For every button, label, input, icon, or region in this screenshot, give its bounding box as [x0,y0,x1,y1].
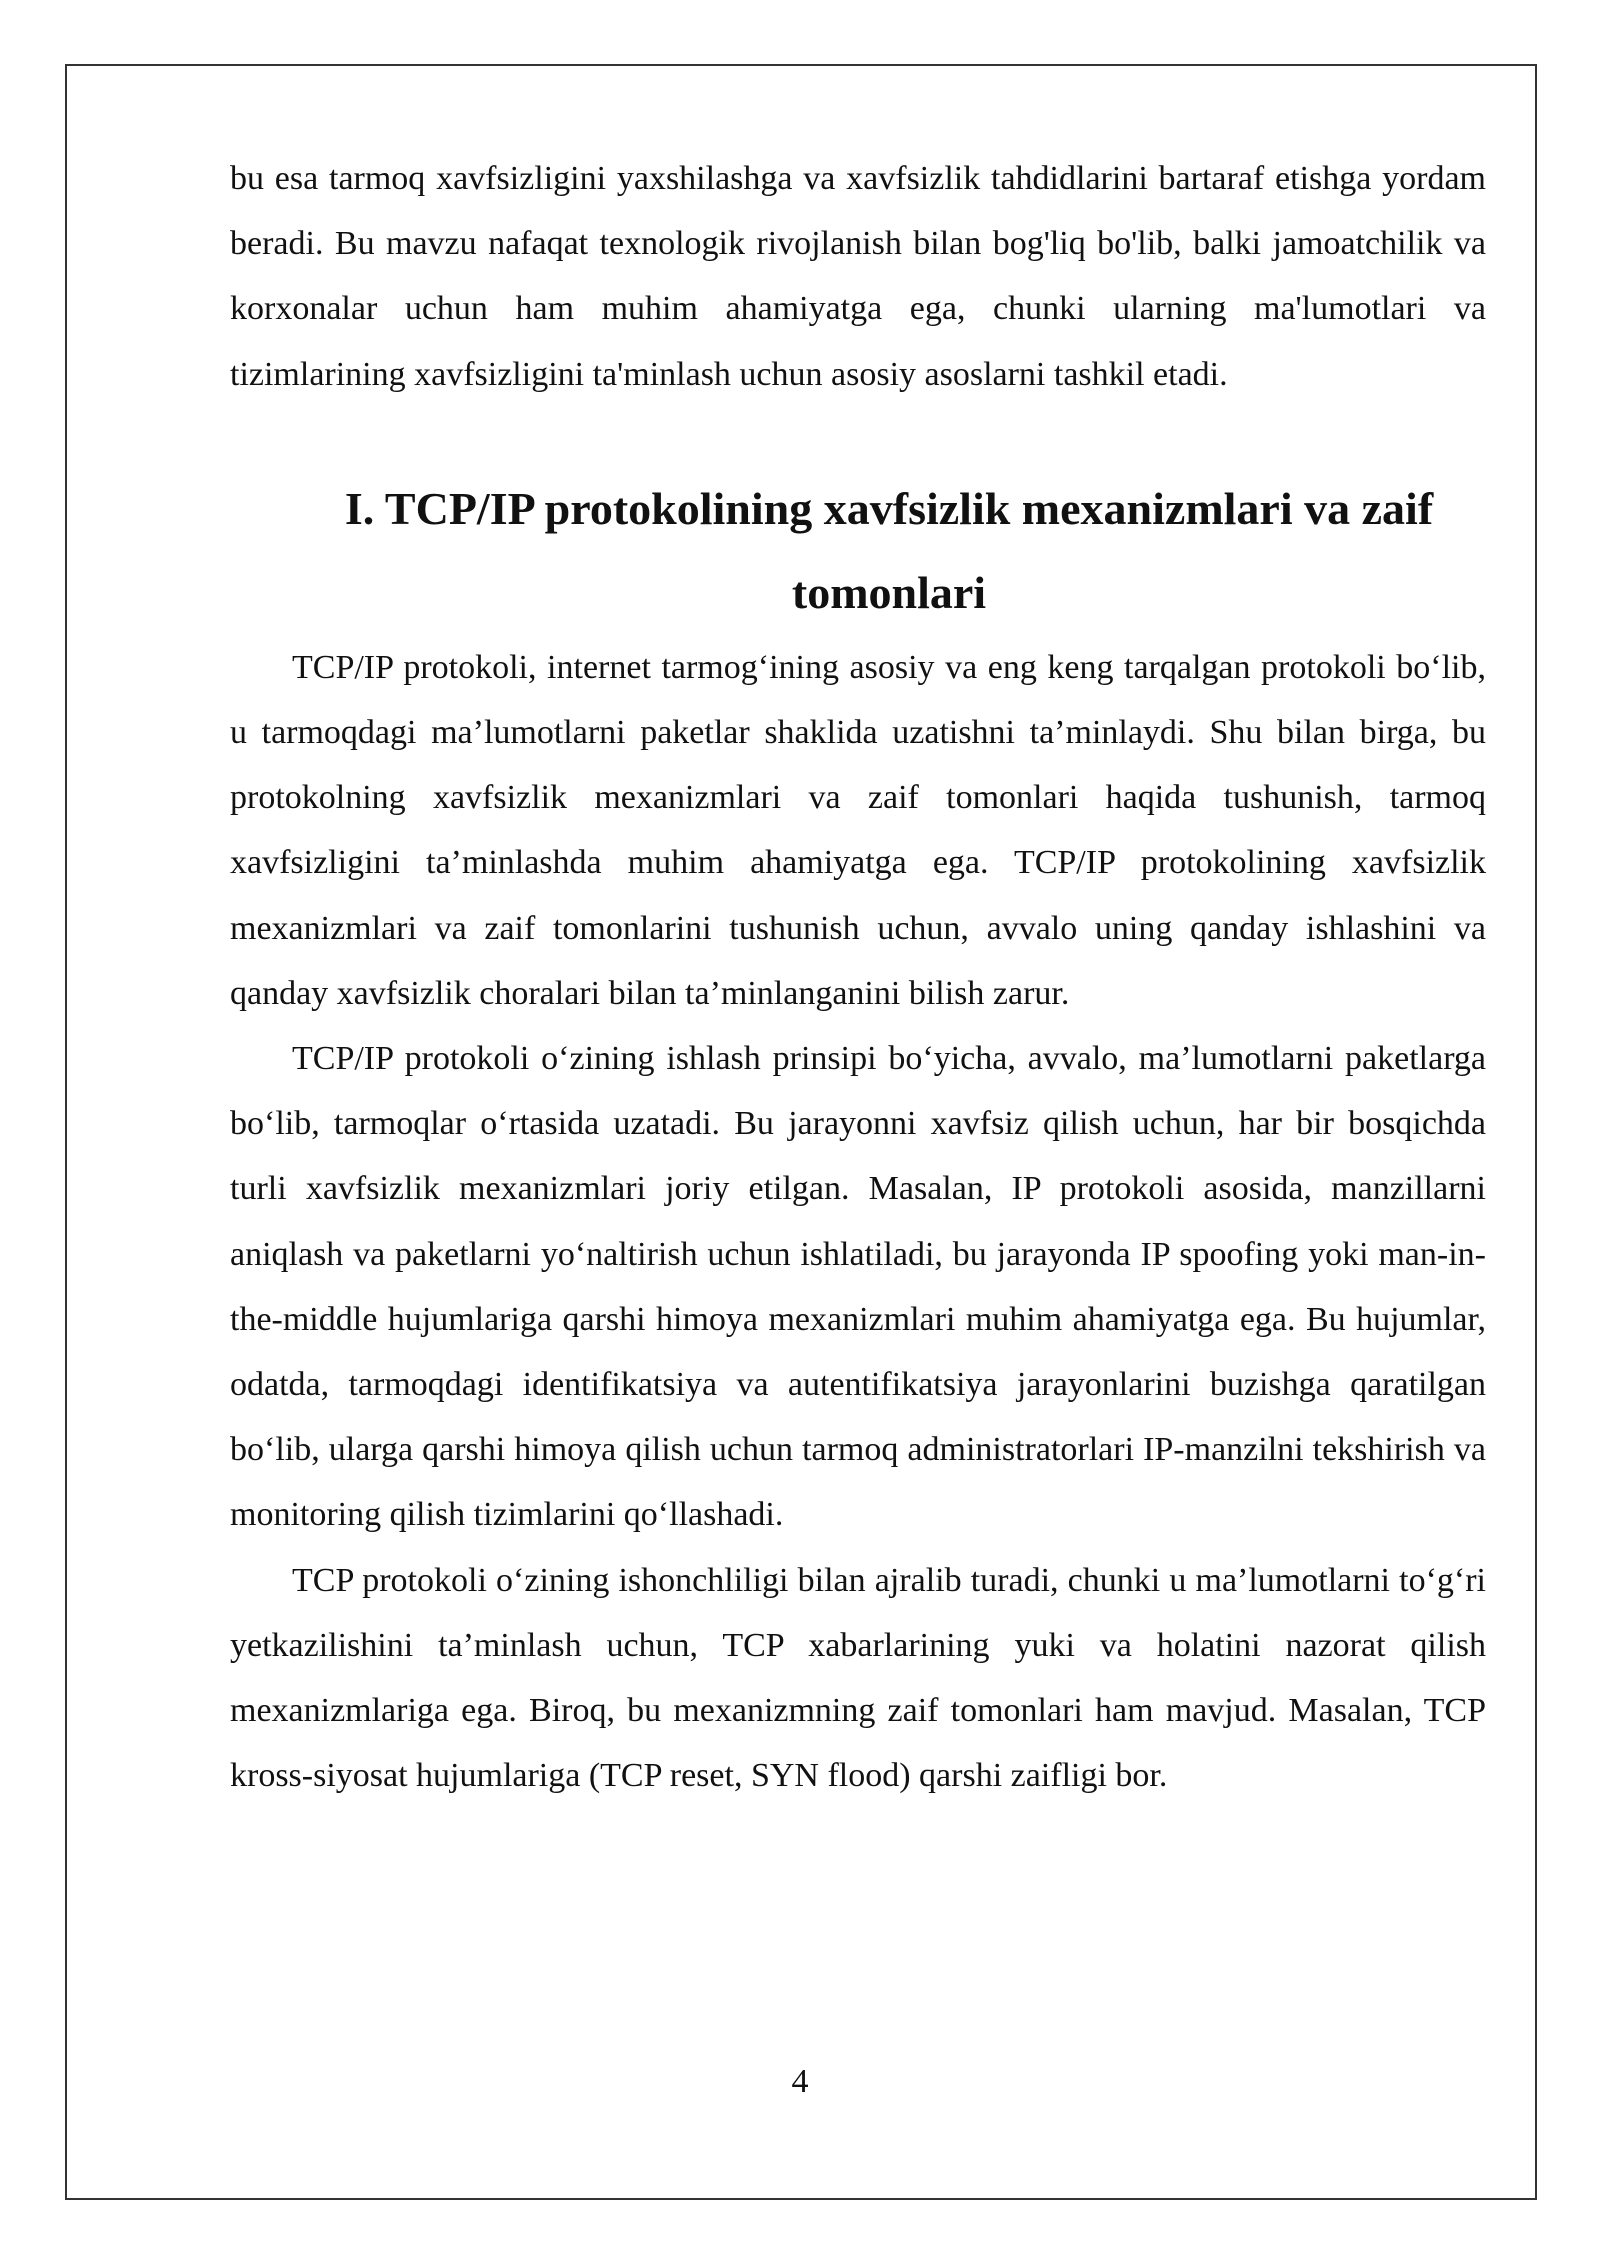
section-heading: I. TCP/IP protokolining xavfsizlik mexanizmlari va zaif tomonlari [344,482,1434,618]
intro-continued-paragraph: bu esa tarmoq xavfsizligini yaxshilashga va xavfsizlik tahdidlarini bartaraf etishga yordam beradi. Bu mavzu nafaqat texnologik rivojlanish bilan bog'liq bo'lib, balki jamoatchilik va korxonalar uchun ham muhim ahamiyatga ega, chunki ularning ma'lumotlari va tizimlarining xavfsizligini ta'minlash uchun asosiy asoslarni tashkil etadi. [230,160,1486,393]
body-paragraph-1: TCP/IP protokoli, internet tarmog‘ining asosiy va eng keng tarqalgan protokoli bo‘lib, u tarmoqdagi ma’lumotlarni paketlar shaklida uzatishni ta’minlaydi. Shu bilan birga, bu protokolning xavfsizlik mexanizmlari va zaif tomonlari haqida tushunish, tarmoq xavfsizligini ta’minlashda muhim ahamiyatga ega. TCP/IP protokolining xavfsizlik mexanizmlari va zaif tomonlarini tushunish uchun, avvalo uning qanday ishlashini va qanday xavfsizlik choralari bilan ta’minlanganini bilish zarur. [230,648,1486,1012]
page-number: 4 [791,2063,809,2100]
page-content [230,146,1486,1808]
body-paragraph-2: TCP/IP protokoli o‘zining ishlash prinsipi bo‘yicha, avvalo, ma’lumotlarni paketlarga bo‘lib, tarmoqlar o‘rtasida uzatadi. Bu jarayonni xavfsiz qilish uchun, har bir bosqichda turli xavfsizlik mexanizmlari joriy etilgan. Masalan, IP protokoli asosida, manzillarni aniqlash va paketlarni yo‘naltirish uchun ishlatiladi, bu jarayonda IP spoofing yoki man-in-the-middle hujumlariga qarshi himoya mexanizmlari muhim ahamiyatga ega. Bu hujumlar, odatda, tarmoqdagi identifikatsiya va autentifikatsiya jarayonlarini buzishga qaratilgan bo‘lib, ularga qarshi himoya qilish uchun tarmoq administratorlari IP-manzilni tekshirish va monitoring qilish tizimlarini qo‘llashadi. [230,1040,1486,1534]
body-paragraph-3: TCP protokoli o‘zining ishonchliligi bilan ajralib turadi, chunki u ma’lumotlarni to‘g‘ri yetkazilishini ta’minlash uchun, TCP xabarlarining yuki va holatini nazorat qilish mexanizmlariga ega. Biroq, bu mexanizmning zaif tomonlari ham mavjud. Masalan, TCP kross-siyosat hujumlariga (TCP reset, SYN flood) qarshi zaifligi bor. [230,1561,1486,1795]
